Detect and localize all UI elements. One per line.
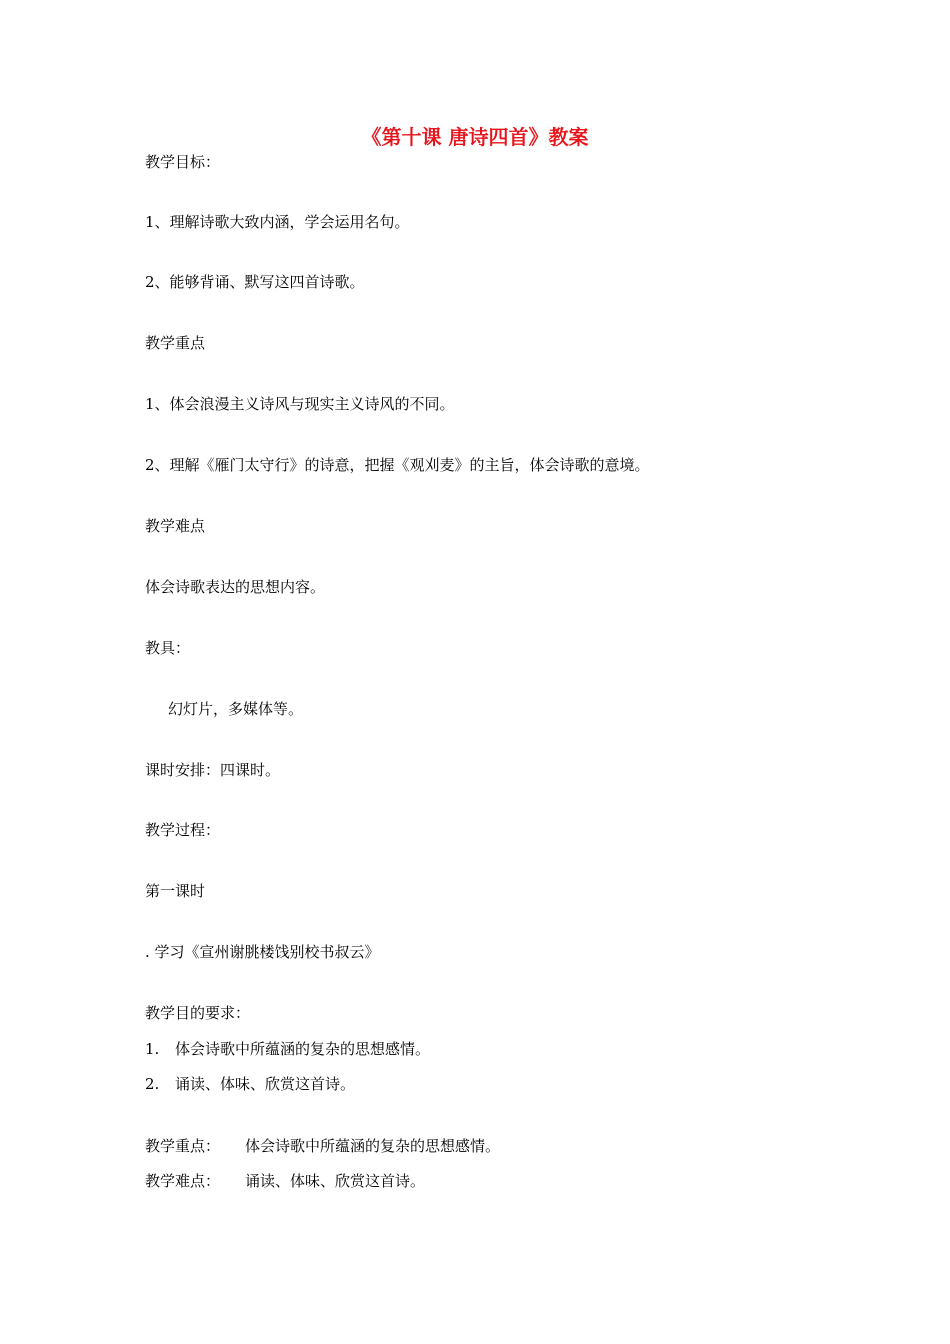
objective-item-1 [145,1039,430,1059]
key-point-2: 2、理解《雁门太守行》的诗意，把握《观刈麦》的主旨，体会诗歌的意境。 [145,456,650,474]
lesson-difficulty [145,1171,425,1191]
pair-label: 教学难点： [145,1172,221,1190]
list-text: 体会诗歌中所蕴涵的复杂的思想感情。 [175,1040,431,1058]
lesson-key-point [145,1136,500,1156]
objective-item-2 [145,1074,355,1094]
pair-label: 教学重点： [145,1137,221,1155]
list-number: 1. [145,1040,160,1058]
heading-objectives: 教学目的要求： [145,1004,251,1022]
goal-item-1: 1、理解诗歌大致内涵，学会运用名句。 [145,213,410,231]
pair-text: 诵读、体味、欣赏这首诗。 [245,1172,426,1190]
key-point-1: 1、体会浪漫主义诗风与现实主义诗风的不同。 [145,395,455,413]
teaching-aids-text: 幻灯片，多媒体等。 [168,700,304,718]
lesson-study-title: . 学习《宣州谢朓楼饯别校书叔云》 [145,943,380,961]
list-number: 2. [145,1075,160,1093]
heading-key-points: 教学重点 [145,334,206,352]
heading-difficulties: 教学难点 [145,517,206,535]
heading-teaching-goals: 教学目标： [145,153,221,171]
heading-teaching-process: 教学过程： [145,821,221,839]
document-title: 《第十课 唐诗四首》教案 [361,125,589,149]
heading-teaching-aids: 教具： [145,639,191,657]
goal-item-2: 2、能够背诵、默写这四首诗歌。 [145,273,365,291]
schedule-text: 课时安排：四课时。 [145,761,281,779]
list-text: 诵读、体味、欣赏这首诗。 [175,1075,356,1093]
difficulty-text: 体会诗歌表达的思想内容。 [145,578,326,596]
pair-text: 体会诗歌中所蕴涵的复杂的思想感情。 [245,1137,501,1155]
heading-first-period: 第一课时 [145,882,206,900]
